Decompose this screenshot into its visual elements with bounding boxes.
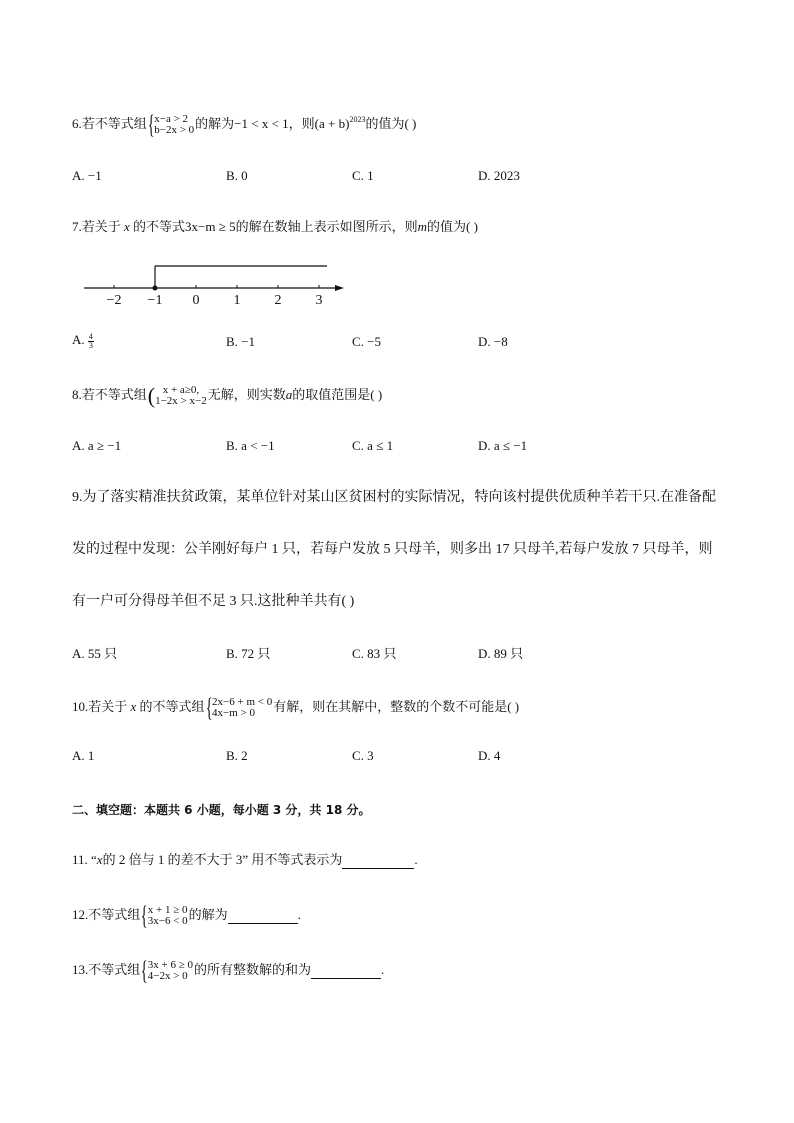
q6-suffix: 的值为( ) <box>365 116 417 131</box>
q13-inequality-system <box>141 958 193 984</box>
q8-option-d[interactable]: D. a ≤ −1 <box>478 438 528 453</box>
q12-answer-blank[interactable] <box>228 907 298 924</box>
q7-option-b[interactable]: B. −1 <box>226 334 256 349</box>
q9-option-a[interactable]: A. 55 只 <box>72 646 118 661</box>
q12-sys-line-1: x + 1 ≥ 0 <box>147 904 188 916</box>
left-paren-icon: ( <box>147 383 156 408</box>
q9-option-b[interactable]: B. 72 只 <box>226 646 271 661</box>
q10-suffix: 有解，则在其解中，整数的个数不可能是( ) <box>273 698 520 714</box>
q11-prefix: 11. “ <box>72 852 97 867</box>
q8-option-a[interactable]: A. a ≥ −1 <box>72 438 122 453</box>
axis-tick-label: 0 <box>192 293 200 308</box>
q8-inequality-system <box>148 385 207 407</box>
q12-middle: 的解为 <box>188 906 228 922</box>
question-11 <box>72 852 418 869</box>
axis-tick-label: 1 <box>233 293 241 308</box>
q6-option-b[interactable]: B. 0 <box>226 168 248 183</box>
q7-option-a[interactable] <box>72 332 94 350</box>
q6-prefix: 6.若不等式组 <box>72 116 147 131</box>
number-line-figure <box>84 258 350 308</box>
question-12 <box>72 903 301 929</box>
q7-option-c[interactable]: C. −5 <box>352 334 382 349</box>
q13-suffix: . <box>381 961 385 977</box>
q9-option-d[interactable]: D. 89 只 <box>478 646 524 661</box>
q7-option-a-fraction <box>88 333 94 350</box>
q8-var-a: a <box>285 386 293 402</box>
question-13 <box>72 958 384 984</box>
q6-exponent: 2023 <box>349 115 366 124</box>
q10-option-d[interactable]: D. 4 <box>478 748 501 763</box>
q7-prefix: 7.若关于 <box>72 219 125 234</box>
section-2-heading: 二、填空题：本题共 6 小题，每小题 3 分，共 18 分。 <box>72 803 371 817</box>
left-brace-icon: { <box>205 693 213 722</box>
q6-option-d[interactable]: D. 2023 <box>478 168 520 183</box>
left-brace-icon: { <box>147 110 155 140</box>
fraction-denominator: 3 <box>88 340 93 350</box>
q13-answer-blank[interactable] <box>311 962 381 979</box>
question-6 <box>72 112 416 138</box>
question-7 <box>72 219 478 235</box>
solid-endpoint-dot <box>153 286 158 291</box>
q6-option-a[interactable]: A. −1 <box>72 168 102 183</box>
number-line-svg <box>84 258 350 308</box>
q10-option-b[interactable]: B. 2 <box>226 748 248 763</box>
q12-sys-line-2: 3x−6 < 0 <box>147 915 188 927</box>
question-8 <box>72 385 382 407</box>
q10-option-c[interactable]: C. 3 <box>352 748 374 763</box>
q8-sys-line-1: x + a≥0, <box>162 384 200 396</box>
q9-option-c[interactable]: C. 83 只 <box>352 646 397 661</box>
q7-option-d[interactable]: D. −8 <box>478 334 508 349</box>
q7-option-a-prefix: A. <box>72 332 85 347</box>
q7-var-x: x <box>124 219 130 234</box>
q6-option-c[interactable]: C. 1 <box>352 168 374 183</box>
q9-line-3: 有一户可分得母羊但不足 3 只.这批种羊共有( ) <box>72 594 355 609</box>
fraction-numerator: 4 <box>88 331 93 341</box>
axis-tick-label: 2 <box>274 293 282 308</box>
q7-suffix: 的值为( ) <box>427 219 478 234</box>
q11-var-x: x <box>96 852 103 867</box>
q11-answer-blank[interactable] <box>342 852 414 869</box>
q11-middle: 的 2 倍与 1 的差不大于 3” 用不等式表示为 <box>102 852 343 867</box>
axis-tick-label: −1 <box>147 293 163 308</box>
q13-sys-line-2: 4−2x > 0 <box>147 970 188 982</box>
q7-var-m: m <box>417 219 428 234</box>
q8-suffix: 的取值范围是( ) <box>292 386 383 402</box>
q8-option-c[interactable]: C. a ≤ 1 <box>352 438 394 453</box>
q9-line-1: 9.为了落实精准扶贫政策，某单位针对某山区贫困村的实际情况，特向该村提供优质种羊若干只.在准备配 <box>72 490 716 505</box>
left-brace-icon: { <box>141 901 148 930</box>
axis-tick-label: −2 <box>106 293 122 308</box>
q10-var-x: x <box>130 698 137 714</box>
q6-sys-line-2: b−2x > 0 <box>154 124 195 137</box>
q6-sys-line-1: x−a > 2 <box>154 113 189 126</box>
q13-middle: 的所有整数解的和为 <box>194 961 312 977</box>
q10-sys-line-1: 2x−6 + m < 0 <box>212 696 273 708</box>
left-brace-icon: { <box>141 956 148 985</box>
q10-sys-line-2: 4x−m > 0 <box>212 707 256 719</box>
q10-inequality-system <box>206 695 273 721</box>
axis-tick-label: 3 <box>315 293 323 308</box>
q9-line-2: 发的过程中发现：公羊刚好每户 1 只，若每户发放 5 只母羊，则多出 17 只母羊,若每户发放 7 只母羊，则 <box>72 542 713 557</box>
q8-sys-line-2: 1−2x > x−2 <box>155 395 207 407</box>
q8-middle: 无解，则实数 <box>207 386 286 402</box>
q13-prefix: 13.不等式组 <box>72 961 141 977</box>
q6-inequality-system <box>148 112 194 138</box>
q11-suffix: . <box>414 852 418 867</box>
q6-expression: (a + b) <box>314 116 350 131</box>
q10-middle: 的不等式组 <box>136 698 205 714</box>
question-10 <box>72 695 519 721</box>
q7-middle: 的不等式3x−m ≥ 5的解在数轴上表示如图所示，则 <box>129 219 418 234</box>
q12-inequality-system <box>141 903 187 929</box>
q6-middle: 的解为−1 < x < 1，则 <box>195 116 315 131</box>
q12-prefix: 12.不等式组 <box>72 906 141 922</box>
q8-option-b[interactable]: B. a < −1 <box>226 438 275 453</box>
q8-prefix: 8.若不等式组 <box>72 386 147 402</box>
q13-sys-line-1: 3x + 6 ≥ 0 <box>147 959 193 971</box>
axis-arrow-icon <box>335 285 344 291</box>
q12-suffix: . <box>297 906 301 922</box>
q10-option-a[interactable]: A. 1 <box>72 748 95 763</box>
q10-prefix: 10.若关于 <box>72 698 131 714</box>
